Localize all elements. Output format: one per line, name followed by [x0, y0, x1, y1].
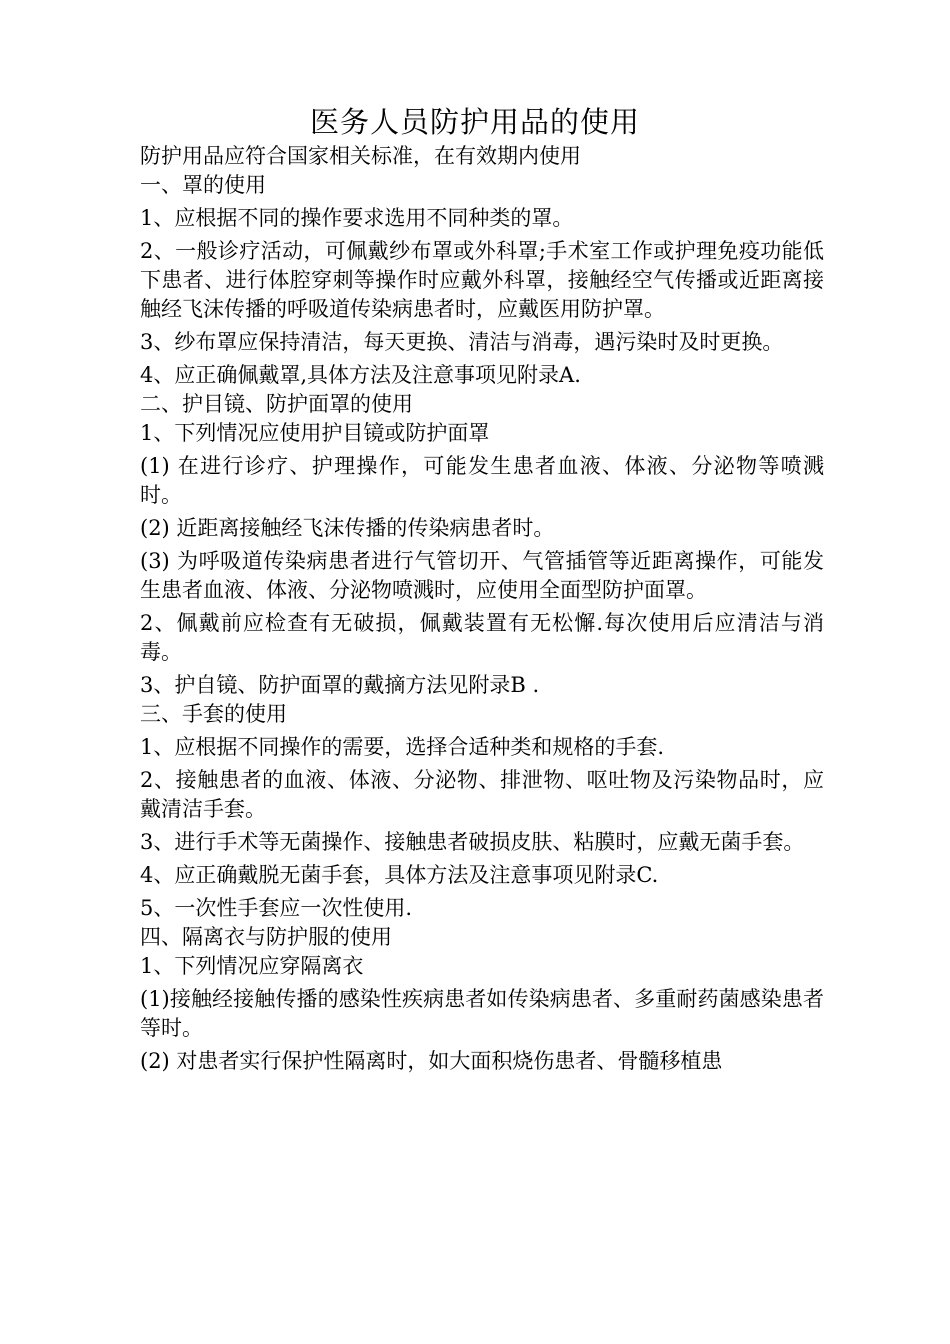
paragraph: 2、佩戴前应检查有无破损，佩戴装置有无松懈.每次使用后应清洁与消毒。 — [140, 611, 824, 664]
document-title: 医务人员防护用品的使用 — [309, 105, 640, 139]
paragraph: 4、应正确佩戴罩,具体方法及注意事项见附录A. — [140, 363, 581, 387]
section-heading: 一、罩的使用 — [140, 173, 266, 197]
paragraph: (2) 近距离接触经飞沫传播的传染病患者时。 — [140, 516, 555, 540]
paragraph: 3、护自镜、防护面罩的戴摘方法见附录B . — [140, 673, 540, 697]
paragraph: (2) 对患者实行保护性隔离时，如大面积烧伤患者、骨髓移植患 — [140, 1049, 723, 1073]
paragraph: (3) 为呼吸道传染病患者进行气管切开、气管插管等近距离操作，可能发生患者血液、体液、分泌物喷溅时，应使用全面型防护面罩。 — [140, 549, 824, 602]
paragraph: 1、下列情况应使用护目镜或防护面罩 — [140, 421, 490, 445]
paragraph: 2、一般诊疗活动，可佩戴纱布罩或外科罩;手术室工作或护理免疫功能低下患者、进行体腔穿刺等操作时应戴外科罩，接触经空气传播或近距离接触经飞沫传播的呼吸道传染病患者时，应戴医用防护罩。 — [140, 239, 824, 321]
section-heading: 二、护目镜、防护面罩的使用 — [140, 392, 413, 416]
paragraph: 5、一次性手套应一次性使用. — [140, 896, 413, 920]
paragraph: (1)接触经接触传播的感染性疾病患者如传染病患者、多重耐药菌感染患者等时。 — [140, 987, 824, 1040]
section-heading: 四、隔离衣与防护服的使用 — [140, 925, 392, 949]
paragraph: 1、应根据不同的操作要求选用不同种类的罩。 — [140, 206, 574, 230]
paragraph: 3、进行手术等无菌操作、接触患者破损皮肤、粘膜时，应戴无菌手套。 — [140, 830, 805, 854]
section-heading: 三、手套的使用 — [140, 702, 287, 726]
paragraph: 1、下列情况应穿隔离衣 — [140, 954, 364, 978]
paragraph: 3、纱布罩应保持清洁，每天更换、清洁与消毒，遇污染时及时更换。 — [140, 330, 784, 354]
paragraph: 2、接触患者的血液、体液、分泌物、排泄物、呕吐物及污染物品时，应戴清洁手套。 — [140, 768, 824, 821]
paragraph: 1、应根据不同操作的需要，选择合适种类和规格的手套. — [140, 735, 665, 759]
paragraph: (1) 在进行诊疗、护理操作，可能发生患者血液、体液、分泌物等喷溅时。 — [140, 454, 824, 507]
paragraph: 防护用品应符合国家相关标准，在有效期内使用 — [140, 144, 581, 168]
paragraph: 4、应正确戴脱无菌手套，具体方法及注意事项见附录C. — [140, 863, 659, 887]
document-body — [140, 142, 824, 1076]
